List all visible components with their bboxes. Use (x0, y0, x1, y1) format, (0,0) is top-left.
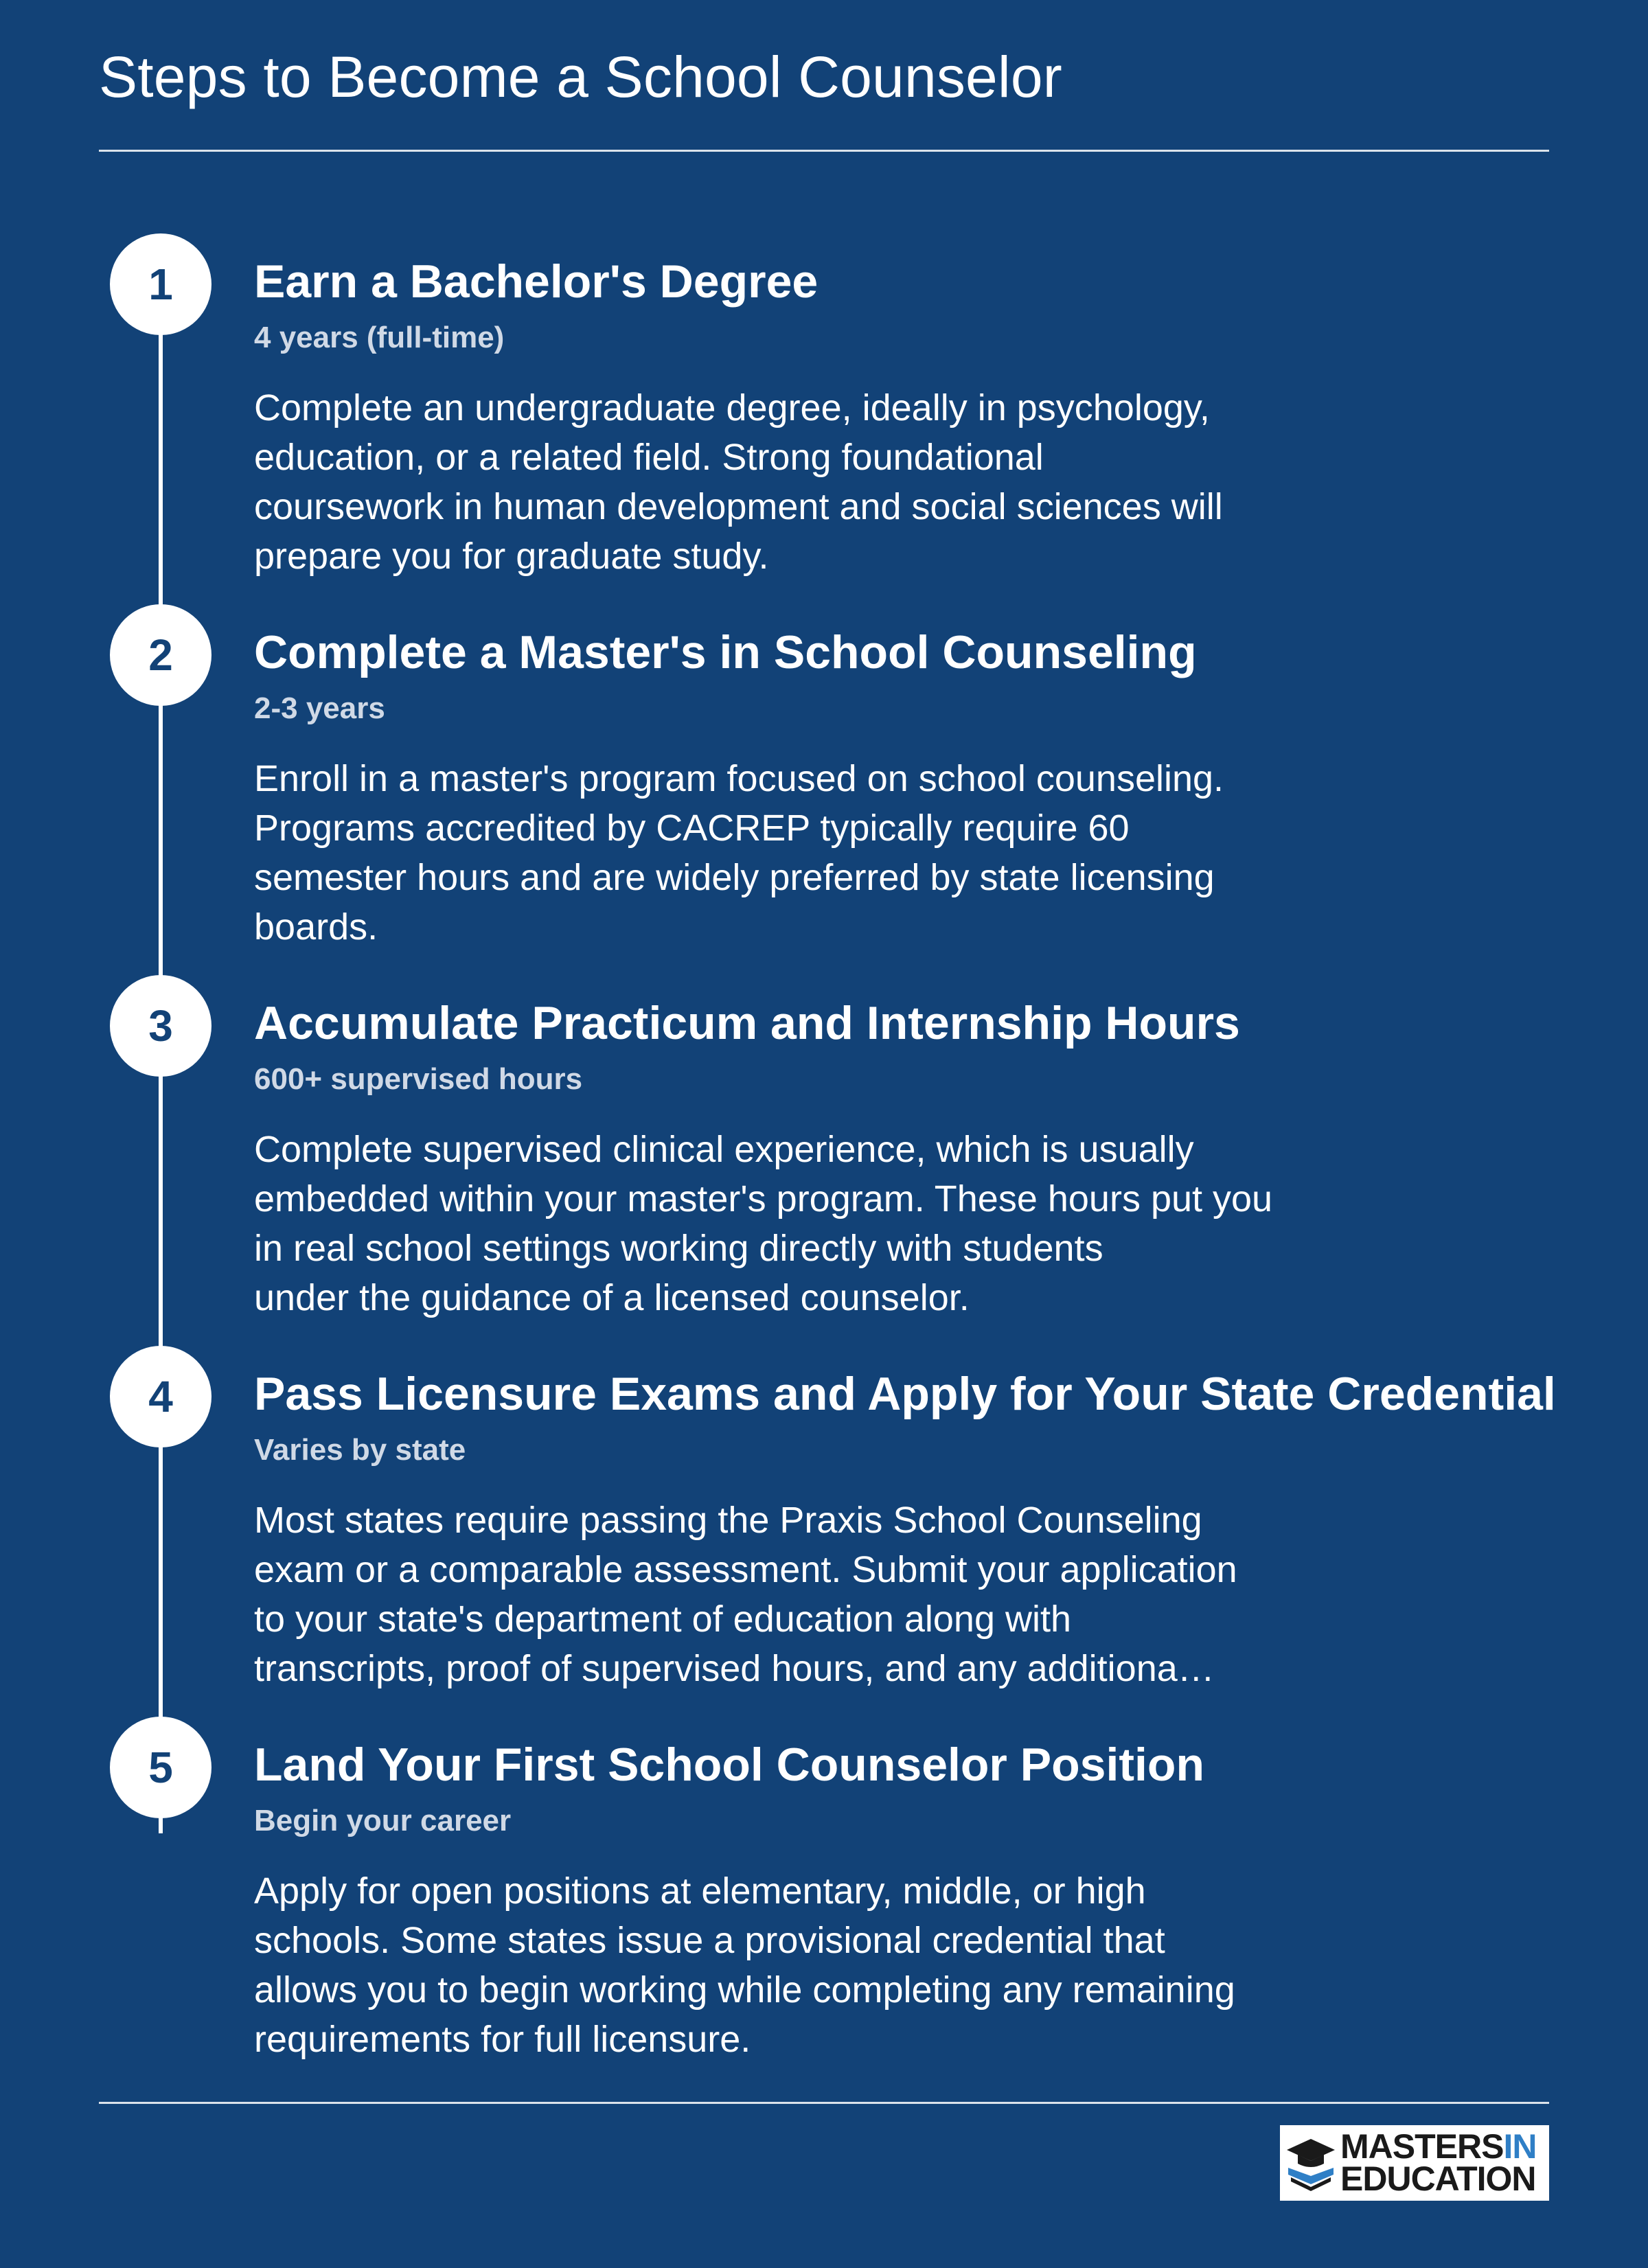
description-line: coursework in human development and social sciences will (254, 486, 1223, 528)
description-line: Enroll in a master's program focused on school counseling. (254, 758, 1224, 800)
description-line: Complete supervised clinical experience, which is usually (254, 1129, 1194, 1171)
step-number-badge: 4 (110, 1346, 211, 1447)
step-duration: Varies by state (254, 1432, 466, 1467)
step-title: Complete a Master's in School Counseling (254, 626, 1197, 678)
description-line: exam or a comparable assessment. Submit your application (254, 1549, 1237, 1591)
step-description (254, 1125, 1380, 1322)
graduation-cap-book-icon (1284, 2132, 1338, 2194)
header-divider (99, 150, 1549, 152)
step-duration: 4 years (full-time) (254, 320, 505, 354)
step-content (254, 625, 1627, 952)
step-duration: Begin your career (254, 1803, 512, 1837)
step-content (254, 996, 1627, 1322)
step-title: Earn a Bachelor's Degree (254, 255, 819, 308)
page-title: Steps to Become a School Counselor (99, 45, 1062, 109)
description-line: requirements for full licensure. (254, 2019, 751, 2061)
step-number-badge: 5 (110, 1717, 211, 1818)
description-line: transcripts, proof of supervised hours, and any additiona… (254, 1648, 1215, 1690)
footer-divider (99, 2102, 1549, 2104)
step-description (254, 383, 1380, 581)
description-line: to your state's department of education along with (254, 1599, 1072, 1640)
description-line: Programs accredited by CACREP typically require 60 (254, 807, 1130, 849)
step-title: Accumulate Practicum and Internship Hours (254, 997, 1240, 1049)
step-content (254, 254, 1627, 581)
description-line: education, or a related field. Strong foundational (254, 437, 1044, 479)
step-content (254, 1737, 1627, 2064)
step-duration: 600+ supervised hours (254, 1062, 583, 1096)
step-description (254, 754, 1380, 952)
description-line: allows you to begin working while completing any remaining (254, 1969, 1235, 2011)
logo-word-in: IN (1503, 2127, 1537, 2166)
step-duration: 2-3 years (254, 691, 385, 725)
description-line: under the guidance of a licensed counselor. (254, 1277, 970, 1319)
description-line: schools. Some states issue a provisional credential that (254, 1920, 1165, 1962)
step-content (254, 1366, 1627, 1693)
description-line: semester hours and are widely preferred by state licensing (254, 857, 1215, 899)
step-number-badge: 1 (110, 233, 211, 335)
description-line: embedded within your master's program. These hours put you (254, 1178, 1273, 1220)
description-line: Most states require passing the Praxis School Counseling (254, 1500, 1202, 1542)
step-description (254, 1496, 1380, 1693)
step-number-badge: 3 (110, 975, 211, 1077)
logo-line-2: EDUCATION (1340, 2160, 1536, 2198)
step-title: Land Your First School Counselor Position (254, 1739, 1205, 1791)
description-line: in real school settings working directly with students (254, 1228, 1103, 1270)
logo-wordmark (1340, 2127, 1537, 2198)
logo-line-1 (1340, 2127, 1537, 2166)
logo-word-masters: MASTERS (1340, 2127, 1504, 2166)
description-line: Apply for open positions at elementary, middle, or high (254, 1870, 1146, 1912)
step-number-badge: 2 (110, 604, 211, 706)
step-description (254, 1866, 1380, 2064)
description-line: boards. (254, 906, 378, 948)
masters-in-education-logo (1280, 2125, 1549, 2201)
description-line: prepare you for graduate study. (254, 536, 769, 577)
step-title: Pass Licensure Exams and Apply for Your State Credential (254, 1368, 1556, 1420)
description-line: Complete an undergraduate degree, ideally in psychology, (254, 387, 1210, 429)
